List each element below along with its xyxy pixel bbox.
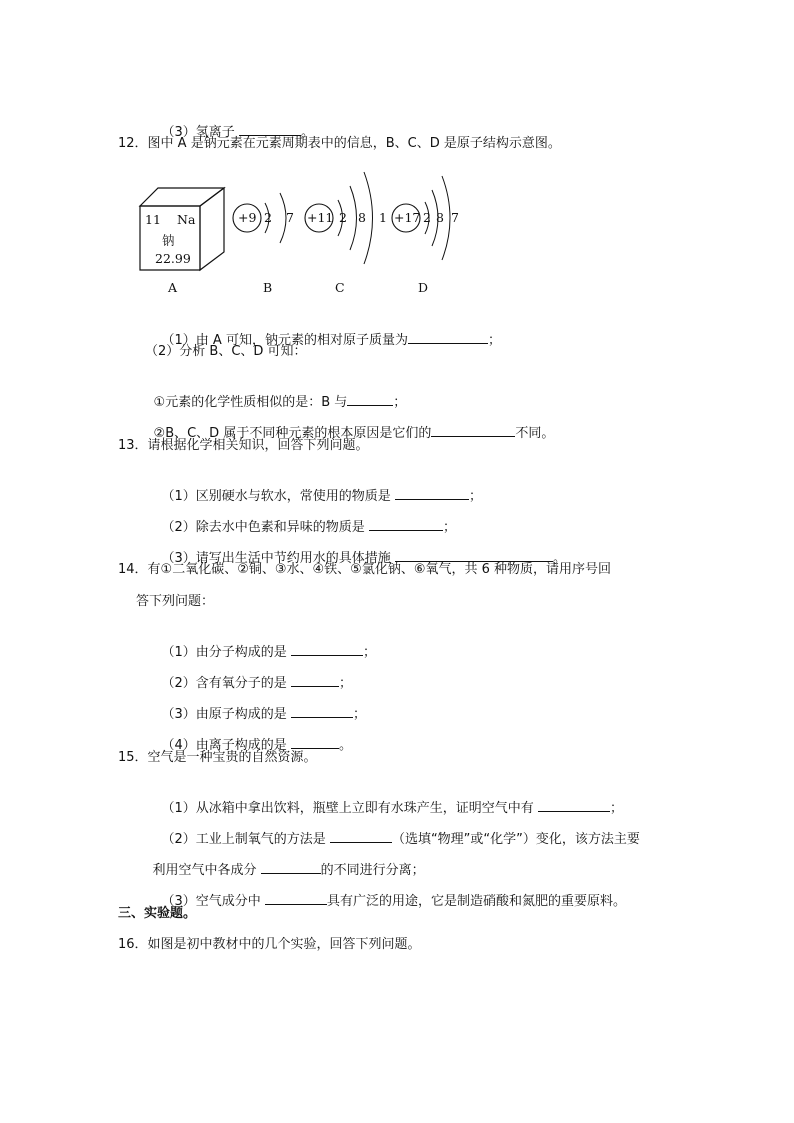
- answer-blank[interactable]: [265, 891, 327, 905]
- circled-number: ②: [153, 426, 166, 441]
- q15-sub1-text: （1）从冰箱中拿出饮料，瓶壁上立即有水珠产生，证明空气中有: [161, 801, 538, 816]
- circled-number: ①: [153, 395, 166, 410]
- q12-sub1-end: ；: [487, 333, 501, 348]
- atomic-mass: 22.99: [155, 251, 191, 266]
- q13-sub1-text: （1）区别硬水与软水，常使用的物质是: [161, 489, 395, 504]
- q15-sub1-end: ；: [609, 801, 623, 816]
- q14-stem: 14．有①二氧化碳、②铜、③水、④铁、⑤氯化钠、⑥氧气，共 6 种物质，请用序号回: [118, 562, 612, 577]
- q11-sub3-text: （3）氢离子: [161, 125, 239, 140]
- figure-label-c: C: [335, 280, 345, 295]
- answer-blank[interactable]: [431, 423, 515, 437]
- shell-electrons: 8: [436, 210, 444, 225]
- q12-sub2: （2）分析 B、C、D 可知：: [145, 344, 307, 359]
- element-name: 钠: [162, 233, 175, 248]
- q14-stem-cont: 答下列问题：: [136, 594, 215, 609]
- atom-diagram-b: [233, 193, 294, 295]
- element-symbol: Na: [177, 212, 196, 227]
- q11-sub3-end: 。: [300, 125, 314, 140]
- q15-sub3: [145, 873, 626, 929]
- answer-blank[interactable]: [395, 486, 469, 500]
- nucleus-charge: +9: [238, 210, 257, 225]
- answer-blank[interactable]: [347, 392, 393, 406]
- q13-stem: 13．请根据化学相关知识，回答下列问题。: [118, 438, 369, 453]
- atom-diagram-d: [392, 176, 459, 295]
- q15-sub3-end: 具有广泛的用途，它是制造硝酸和氮肥的重要原料。: [326, 894, 626, 909]
- periodic-table-cell-a: [140, 188, 224, 295]
- shell-electrons: 1: [379, 210, 387, 225]
- q13-sub1-end: ；: [468, 489, 482, 504]
- q14-sub3-text: （3）由原子构成的是: [161, 707, 291, 722]
- answer-blank[interactable]: [291, 673, 339, 687]
- q14-sub4-end: 。: [338, 738, 352, 753]
- shell-electrons: 2: [339, 210, 347, 225]
- q14-sub2-text: （2）含有氧分子的是: [161, 676, 291, 691]
- q12-stem: 12．图中 A 是钠元素在元素周期表中的信息，B、C、D 是原子结构示意图。: [118, 136, 561, 151]
- shell-electrons: 2: [423, 210, 431, 225]
- shell-electrons: 8: [358, 210, 366, 225]
- answer-blank[interactable]: [291, 642, 363, 656]
- answer-blank[interactable]: [369, 517, 443, 531]
- nucleus-charge: +17: [394, 210, 421, 225]
- q12-sub2a-text: 元素的化学性质相似的是：B 与: [165, 395, 348, 410]
- q15-sub2-cont-text: 利用空气中各成分: [152, 863, 261, 878]
- q14-sub1-end: ；: [362, 645, 376, 660]
- q16-stem: 16．如图是初中教材中的几个实验，回答下列问题。: [118, 937, 421, 952]
- q15-sub3-text: （3）空气成分中: [161, 894, 265, 909]
- answer-blank[interactable]: [330, 829, 392, 843]
- shell-electrons: 2: [264, 210, 272, 225]
- answer-blank[interactable]: [291, 704, 353, 718]
- answer-blank[interactable]: [408, 330, 488, 344]
- q13-sub2-text: （2）除去水中色素和异味的物质是: [161, 520, 369, 535]
- q14-sub2-end: ；: [338, 676, 352, 691]
- atom-diagram-c: [305, 172, 387, 295]
- q15-sub2-cont-end: 的不同进行分离；: [320, 863, 425, 878]
- atomic-number: 11: [145, 212, 161, 227]
- q12-sub2b-end: 不同。: [515, 426, 555, 441]
- q13-sub3-text: （3）请写出生活中节约用水的具体措施: [161, 551, 395, 566]
- shell-electrons: 7: [286, 210, 294, 225]
- q14-sub4-text: （4）由离子构成的是: [161, 738, 291, 753]
- q13-sub3-end: 。: [552, 551, 566, 566]
- q15-stem: 15．空气是一种宝贵的自然资源。: [118, 750, 317, 765]
- nucleus-charge: +11: [307, 210, 334, 225]
- q14-sub3-end: ；: [352, 707, 366, 722]
- q12-sub2b-text: B、C、D 属于不同种元素的根本原因是它们的: [165, 426, 432, 441]
- figure-label-a: A: [168, 280, 178, 295]
- q14-sub1-text: （1）由分子构成的是: [161, 645, 291, 660]
- answer-blank[interactable]: [538, 798, 610, 812]
- q12-sub1-text: （1）由 A 可知，钠元素的相对原子质量为: [161, 333, 408, 348]
- answer-blank[interactable]: [395, 548, 553, 562]
- answer-blank[interactable]: [291, 735, 339, 749]
- q13-sub2-end: ；: [442, 520, 456, 535]
- figure-label-b: B: [263, 280, 273, 295]
- q15-sub2-text: （2）工业上制氧气的方法是: [161, 832, 330, 847]
- shell-electrons: 7: [451, 210, 459, 225]
- q12-sub2a-end: ；: [393, 395, 407, 410]
- answer-blank[interactable]: [261, 860, 321, 874]
- figure-label-d: D: [418, 280, 429, 295]
- section-heading: 三、实验题。: [118, 906, 197, 921]
- q15-sub2-end: （选填“物理”或“化学”）变化，该方法主要: [391, 832, 640, 847]
